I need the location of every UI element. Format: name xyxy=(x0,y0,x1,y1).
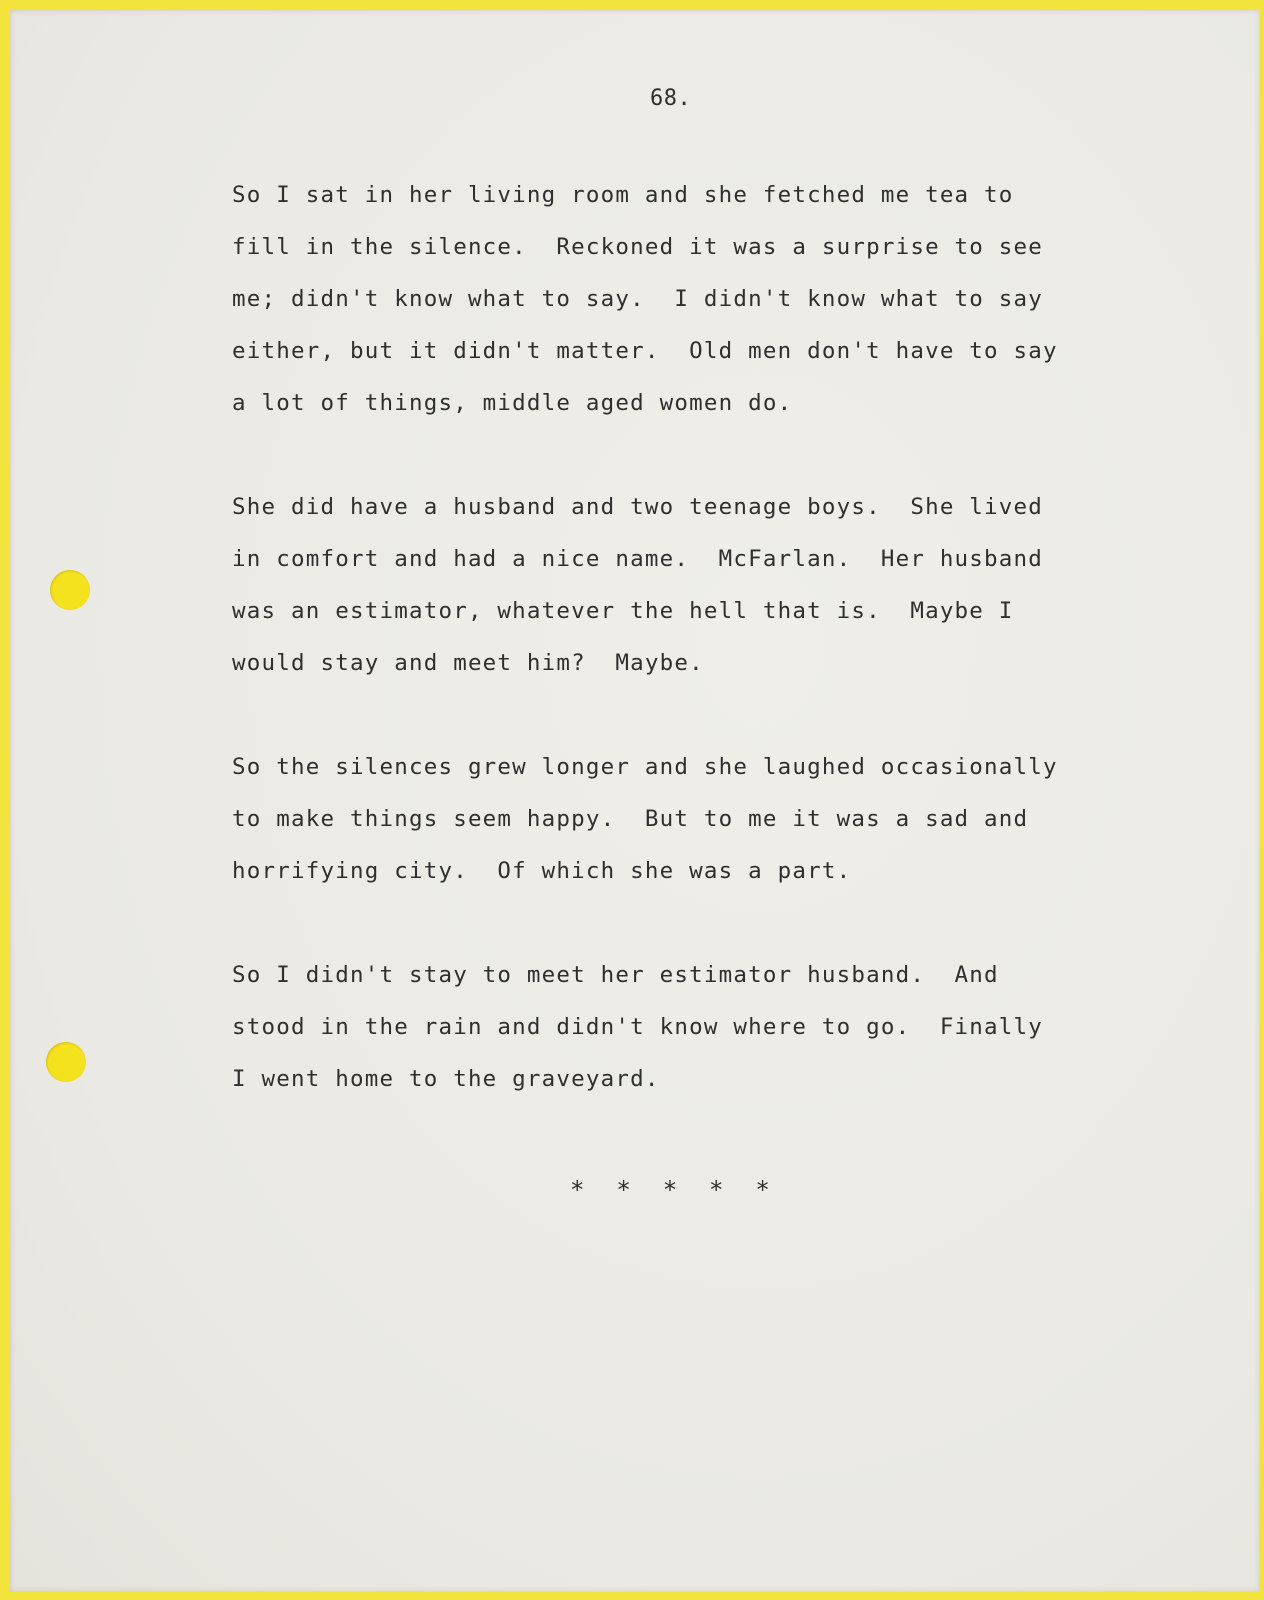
section-break: * * * * * xyxy=(570,1176,771,1204)
text-line: to make things seem happy. But to me it was a sad and xyxy=(232,806,1029,832)
text-line: was an estimator, whatever the hell that is. Maybe I xyxy=(232,598,1014,624)
text-line: me; didn't know what to say. I didn't know what to say xyxy=(232,286,1044,312)
text-line: in comfort and had a nice name. McFarlan. Her husband xyxy=(232,546,1044,572)
page-number: 68. xyxy=(650,86,692,111)
text-line: horrifying city. Of which she was a part. xyxy=(232,858,852,884)
text-line: would stay and meet him? Maybe. xyxy=(232,650,704,676)
text-line: a lot of things, middle aged women do. xyxy=(232,390,793,416)
text-line: stood in the rain and didn't know where to go. Finally xyxy=(232,1014,1044,1040)
typewritten-page xyxy=(10,10,1260,1592)
text-line: I went home to the graveyard. xyxy=(232,1066,660,1092)
text-line: So the silences grew longer and she laughed occasionally xyxy=(232,754,1058,780)
binder-hole-top xyxy=(50,570,90,610)
text-line: She did have a husband and two teenage boys. She lived xyxy=(232,494,1044,520)
text-line: either, but it didn't matter. Old men don't have to say xyxy=(232,338,1058,364)
text-line: So I didn't stay to meet her estimator husband. And xyxy=(232,962,999,988)
text-line: So I sat in her living room and she fetched me tea to xyxy=(232,182,1014,208)
text-line: fill in the silence. Reckoned it was a surprise to see xyxy=(232,234,1044,260)
binder-hole-bottom xyxy=(46,1042,86,1082)
